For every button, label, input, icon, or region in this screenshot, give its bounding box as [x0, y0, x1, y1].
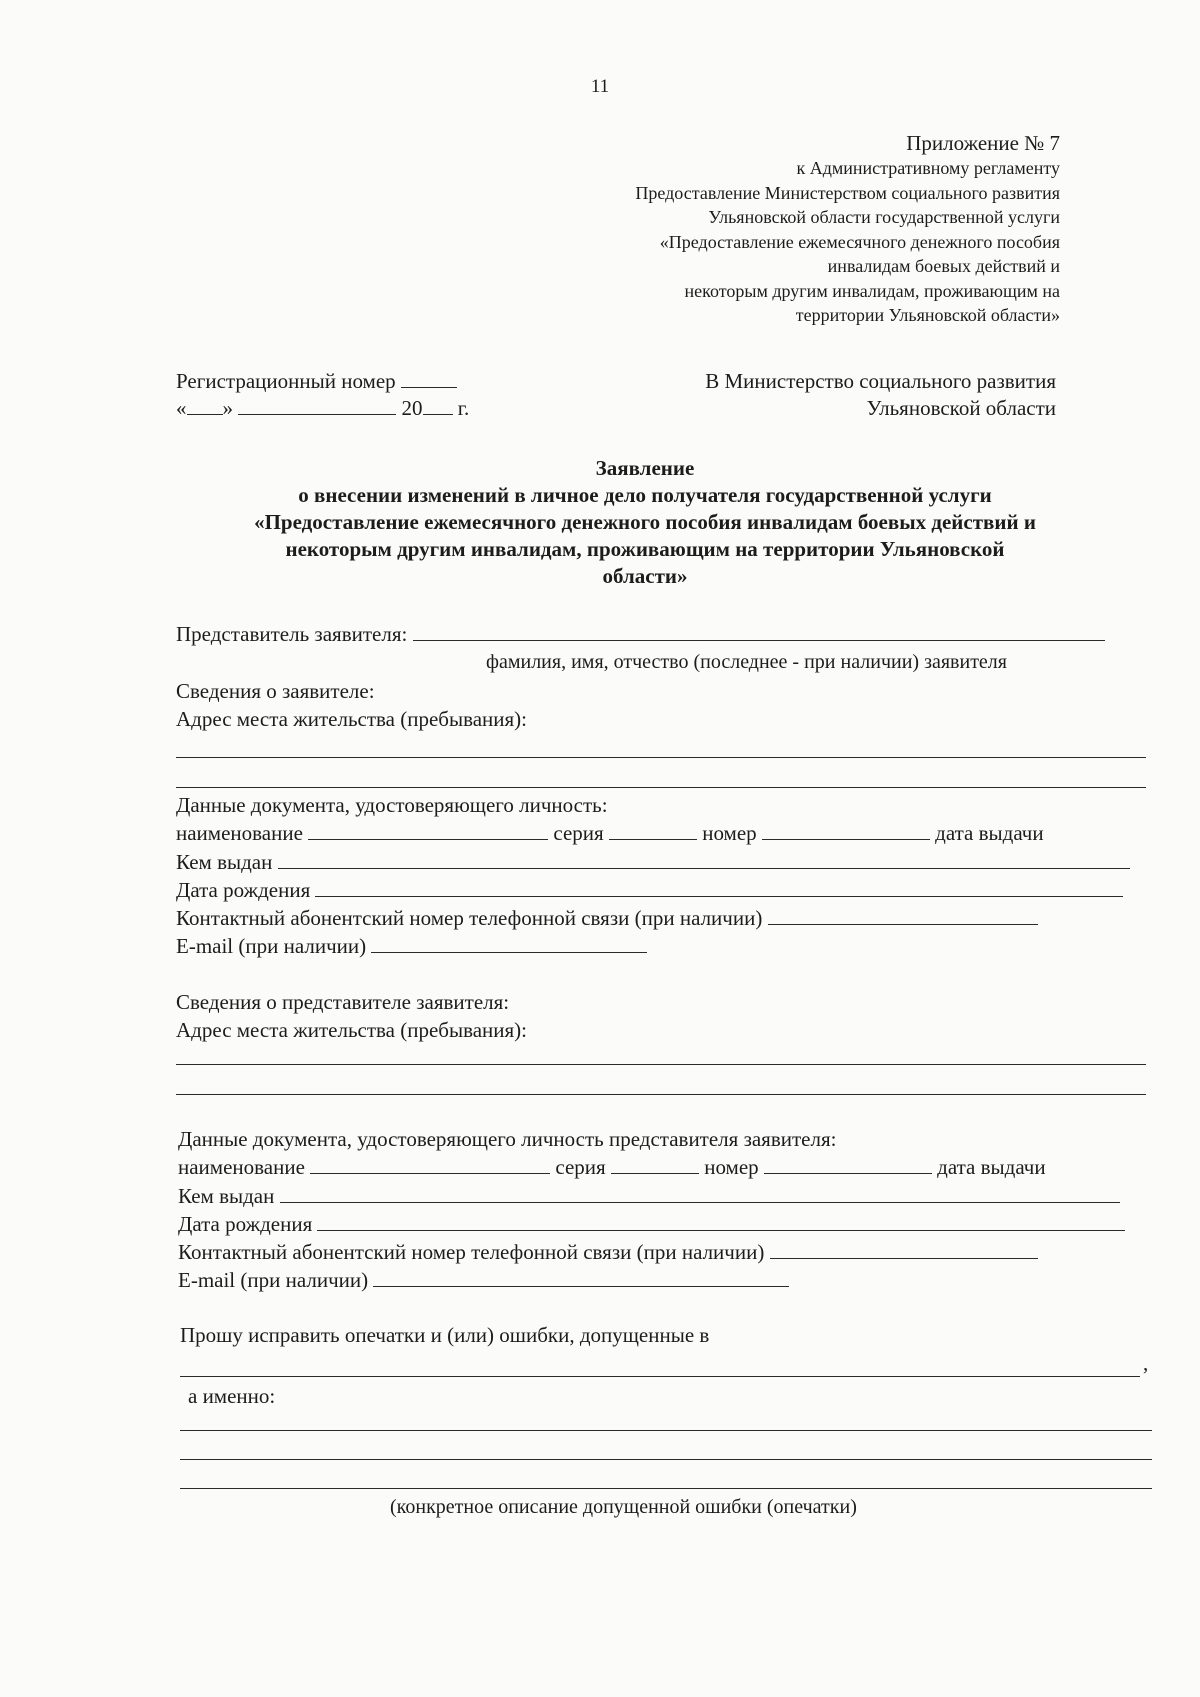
representative-caption: фамилия, имя, отчество (последнее - при наличии) заявителя [486, 651, 1007, 673]
date-open-quote: « [176, 396, 187, 420]
date-month-field[interactable] [238, 396, 396, 415]
error-description-caption: (конкретное описание допущенной ошибки (опечатки) [390, 1496, 857, 1518]
applicant-birth-row [176, 878, 1123, 903]
registration-block [176, 368, 469, 422]
date-year-field[interactable] [423, 396, 453, 415]
addressee-line: В Министерство социального развития [705, 369, 1056, 393]
title-line: «Предоставление ежемесячного денежного пособия инвалидам боевых действий и [254, 510, 1036, 534]
doc-issue-date-label: дата выдачи [935, 821, 1044, 845]
request-document-line[interactable] [180, 1376, 1140, 1377]
addressee-line: Ульяновской области [866, 396, 1056, 420]
error-description-line-2[interactable] [180, 1459, 1152, 1460]
applicant-doc-row [176, 821, 1044, 846]
appendix-line: территории Ульяновской области» [795, 305, 1060, 325]
appendix-line: некоторым другим инвалидам, проживающим на [684, 280, 1060, 301]
rep-doc-name-label: наименование [178, 1155, 305, 1179]
rep-birth-date-field[interactable] [317, 1212, 1125, 1231]
phone-field[interactable] [768, 906, 1038, 925]
date-day-field[interactable] [187, 396, 223, 415]
doc-number-label: номер [702, 821, 757, 845]
representative-label: Представитель заявителя: [176, 622, 408, 646]
appendix-header [635, 130, 1060, 328]
doc-number-field[interactable] [762, 821, 930, 840]
rep-address-line-1[interactable] [176, 1064, 1146, 1065]
email-field[interactable] [371, 934, 647, 953]
rep-doc-series-label: серия [555, 1155, 606, 1179]
rep-doc-number-field[interactable] [764, 1155, 932, 1174]
rep-address-line-2[interactable] [176, 1094, 1146, 1095]
rep-email-field[interactable] [373, 1268, 789, 1287]
year-prefix: 20 [401, 396, 423, 420]
applicant-section-title: Сведения о заявителе: [176, 679, 375, 703]
doc-name-field[interactable] [308, 821, 548, 840]
applicant-doc-title: Данные документа, удостоверяющего личность: [176, 793, 608, 817]
rep-birth-row [178, 1212, 1125, 1237]
rep-doc-row [178, 1155, 1046, 1180]
addressee [705, 368, 1056, 422]
applicant-issued-by-row [176, 850, 1130, 875]
namely-label: а именно: [188, 1384, 276, 1408]
appendix-line: Приложение № 7 [906, 131, 1060, 155]
rep-phone-label: Контактный абонентский номер телефонной связи (при наличии) [178, 1240, 765, 1264]
registration-number-label: Регистрационный номер [176, 369, 396, 393]
page-number: 11 [590, 76, 610, 97]
rep-issued-by-label: Кем выдан [178, 1184, 275, 1208]
title-line: некоторым другим инвалидам, проживающим на территории Ульяновской [285, 537, 1005, 561]
title-heading: Заявление [595, 456, 695, 480]
rep-doc-series-field[interactable] [611, 1155, 699, 1174]
request-comma: , [1143, 1351, 1149, 1375]
issued-by-label: Кем выдан [176, 850, 273, 874]
issued-by-field[interactable] [278, 850, 1130, 869]
applicant-address-line-1[interactable] [176, 757, 1146, 758]
rep-phone-field[interactable] [770, 1240, 1038, 1259]
rep-email-row [178, 1268, 789, 1293]
email-label: E-mail (при наличии) [176, 934, 367, 958]
rep-issued-by-field[interactable] [280, 1184, 1120, 1203]
birth-date-label: Дата рождения [176, 878, 311, 902]
registration-number-field[interactable] [401, 369, 457, 388]
appendix-line: Ульяновской области государственной услуги [708, 207, 1060, 227]
applicant-phone-row [176, 906, 1038, 931]
rep-issued-by-row [178, 1184, 1120, 1209]
rep-birth-date-label: Дата рождения [178, 1212, 313, 1236]
appendix-line: инвалидам боевых действий и [827, 256, 1060, 276]
title-line: области» [602, 564, 688, 588]
representative-row [176, 622, 1105, 647]
title-line: о внесении изменений в личное дело получателя государственной услуги [298, 483, 992, 507]
doc-series-label: серия [553, 821, 604, 845]
rep-address-label: Адрес места жительства (пребывания): [176, 1018, 528, 1042]
representative-field[interactable] [413, 622, 1105, 641]
rep-section-title: Сведения о представителе заявителя: [176, 990, 510, 1014]
rep-doc-issue-date-label: дата выдачи [937, 1155, 1046, 1179]
phone-label: Контактный абонентский номер телефонной связи (при наличии) [176, 906, 763, 930]
doc-series-field[interactable] [609, 821, 697, 840]
appendix-line: к Административному регламенту [796, 158, 1060, 178]
error-description-line-3[interactable] [180, 1488, 1152, 1489]
request-text: Прошу исправить опечатки и (или) ошибки, допущенные в [180, 1323, 710, 1347]
year-suffix: г. [457, 396, 470, 420]
applicant-address-line-2[interactable] [176, 787, 1146, 788]
error-description-line-1[interactable] [180, 1430, 1152, 1431]
rep-phone-row [178, 1240, 1038, 1265]
appendix-line: «Предоставление ежемесячного денежного пособия [659, 231, 1060, 252]
rep-doc-name-field[interactable] [310, 1155, 550, 1174]
doc-name-label: наименование [176, 821, 303, 845]
appendix-line: Предоставление Министерством социального развития [635, 182, 1060, 203]
rep-doc-number-label: номер [704, 1155, 759, 1179]
rep-doc-title: Данные документа, удостоверяющего личность представителя заявителя: [178, 1127, 837, 1151]
applicant-email-row [176, 934, 647, 959]
applicant-address-label: Адрес места жительства (пребывания): [176, 707, 528, 731]
birth-date-field[interactable] [315, 878, 1123, 897]
rep-email-label: E-mail (при наличии) [178, 1268, 369, 1292]
date-close-quote: » [222, 396, 233, 420]
document-title [170, 455, 1120, 590]
